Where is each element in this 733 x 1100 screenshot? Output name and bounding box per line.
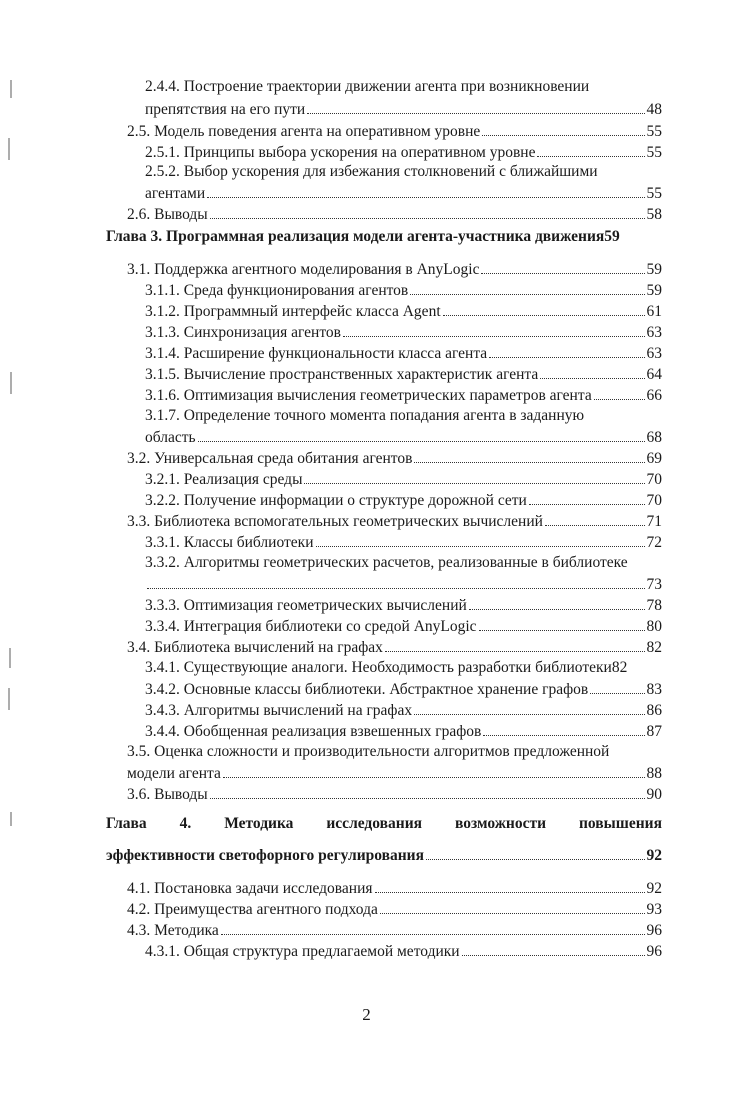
page-ref: 68: [646, 429, 662, 446]
page-ref: 55: [646, 123, 662, 140]
toc-entry-3-4-3: [145, 701, 662, 720]
dot-leader: [545, 512, 645, 526]
dot-leader: [594, 386, 645, 400]
dot-leader: [479, 617, 645, 631]
toc-entry-title: 3.2.1. Реализация среды: [145, 471, 303, 488]
toc-entry-title: 3.1.1. Среда функционирования агентов: [145, 282, 409, 299]
dot-leader: [223, 764, 645, 778]
toc-entry-3-3-4: [145, 617, 662, 636]
chapter-word: Глава: [106, 815, 147, 832]
toc-entry-3-2-1: [145, 470, 662, 489]
scan-artifact: [10, 372, 12, 394]
page-ref: 96: [646, 922, 662, 939]
toc-entry-3-3-2: 3.3.2. Алгоритмы геометрических расчетов, реализованные в библиотеке: [145, 554, 628, 571]
dot-leader: [210, 785, 645, 799]
toc-entry-4-3-1: [145, 942, 662, 961]
toc-entry-title: 3.4.1. Существующие аналоги. Необходимость разработки библиотеки: [145, 659, 612, 676]
dot-leader: [221, 921, 645, 935]
page-ref: 96: [646, 943, 662, 960]
toc-entry-title: 3.3.4. Интеграция библиотеки со средой AnyLogic: [145, 618, 477, 635]
toc-entry-3-6: [127, 785, 662, 804]
dot-leader: [414, 701, 644, 715]
page-ref: 48: [646, 101, 662, 118]
toc-entry-title: 3.1.5. Вычисление пространственных характеристик агента: [145, 366, 539, 383]
dot-leader: [385, 638, 645, 652]
dot-leader: [537, 143, 644, 157]
page-ref: 59: [646, 261, 662, 278]
dot-leader: [540, 365, 644, 379]
page-ref: 78: [646, 597, 662, 614]
toc-entry-continuation: препятствия на его пути: [145, 101, 306, 118]
toc-entry-3-3: [127, 512, 662, 531]
page-ref: 87: [646, 723, 662, 740]
page-ref: 80: [646, 618, 662, 635]
page-ref: 92: [646, 880, 662, 897]
page-ref: 59: [646, 282, 662, 299]
toc-entry-3-1-5: [145, 365, 662, 384]
toc-entry-4-2: [127, 900, 662, 919]
toc-entry-3-5-leader: [127, 764, 662, 783]
toc-entry-2-5: [127, 122, 662, 141]
toc-entry-2-6: [127, 205, 662, 224]
toc-entry-3-1-7: 3.1.7. Определение точного момента попадания агента в заданную: [145, 407, 585, 424]
toc-entry-3-1: [127, 260, 662, 279]
toc-entry-title: 3.6. Выводы: [127, 786, 208, 803]
chapter-title-continuation: эффективности светофорного регулирования: [106, 847, 424, 864]
scan-artifact: [10, 80, 12, 98]
toc-entry-3-4-4: [145, 722, 662, 741]
toc-entry-continuation: область: [145, 429, 196, 446]
page-ref: 71: [646, 513, 662, 530]
toc-entry-title: 3.1. Поддержка агентного моделирования в AnyLogic: [127, 261, 480, 278]
toc-entry-title: 3.1.3. Синхронизация агентов: [145, 324, 341, 341]
toc-entry-title: 3.1.4. Расширение функциональности класса агента: [145, 345, 488, 362]
toc-entry-continuation: агентами: [145, 185, 206, 202]
toc-entry-3-3-3: [145, 596, 662, 615]
toc-entry-2-5-2: 2.5.2. Выбор ускорения для избежания столкновений с ближайшими: [145, 163, 598, 180]
page-ref: 86: [646, 702, 662, 719]
dot-leader: [483, 722, 644, 736]
dot-leader: [482, 122, 644, 136]
page-ref: 64: [646, 366, 662, 383]
toc-entry-title: 2.6. Выводы: [127, 206, 208, 223]
toc-entry-2-5-2-leader: [145, 184, 662, 203]
dot-leader: [304, 470, 644, 484]
toc-entry-title: 2.5.1. Принципы выбора ускорения на оперативном уровне: [145, 144, 536, 161]
scan-artifact: [8, 138, 10, 160]
dot-leader: [529, 491, 645, 505]
toc-entry-2-4-4: 2.4.4. Построение траектории движении агента при возникновении: [145, 78, 590, 95]
scan-artifact: [9, 648, 11, 668]
toc-entry-3-4-1: [145, 659, 662, 677]
chapter-word: возможности: [454, 815, 547, 832]
page-ref: 55: [646, 144, 662, 161]
dot-leader: [426, 846, 645, 860]
toc-entry-3-1-4: [145, 344, 662, 363]
toc-entry-title: 4.1. Постановка задачи исследования: [127, 880, 373, 897]
page-ref: 92: [646, 847, 662, 864]
toc-entry-2-4-4-leader: [145, 100, 662, 119]
toc-entry-3-1-1: [145, 281, 662, 300]
dot-leader: [210, 205, 645, 219]
dot-leader: [410, 281, 644, 295]
page-ref: 66: [646, 387, 662, 404]
toc-entry-title: 3.3.1. Классы библиотеки: [145, 534, 314, 551]
page-ref: 70: [646, 492, 662, 509]
dot-leader: [375, 879, 645, 893]
page-ref: 82: [646, 639, 662, 656]
toc-entry-title: 4.3.1. Общая структура предлагаемой методики: [145, 943, 460, 960]
dot-leader: [481, 260, 644, 274]
toc-entry-title: 4.2. Преимущества агентного подхода: [127, 901, 378, 918]
page-ref: 88: [646, 765, 662, 782]
dot-leader: [380, 900, 645, 914]
toc-entry-3-4: [127, 638, 662, 657]
chapter-word: повышения: [578, 815, 662, 832]
chapter-word: 4.: [179, 815, 192, 832]
dot-leader: [316, 533, 645, 547]
page-ref: 82: [611, 659, 628, 676]
dot-leader: [469, 596, 645, 610]
chapter-word: исследования: [326, 815, 423, 832]
toc-entry-title: 4.3. Методика: [127, 922, 219, 939]
dot-leader: [489, 344, 644, 358]
page-ref: 70: [646, 471, 662, 488]
toc-entry-title: 3.1.2. Программный интерфейс класса Agent: [145, 303, 441, 320]
dot-leader: [147, 575, 645, 589]
chapter-word: Методика: [224, 815, 294, 832]
dot-leader: [414, 449, 644, 463]
page-ref: 69: [646, 450, 662, 467]
toc-entry-3-1-6: [145, 386, 662, 405]
page-ref: 73: [646, 576, 662, 593]
page-ref: 58: [646, 206, 662, 223]
toc-entry-title: 2.5. Модель поведения агента на оперативном уровне: [127, 123, 481, 140]
dot-leader: [343, 323, 645, 337]
page-number: 2: [362, 1005, 371, 1024]
dot-leader: [462, 942, 645, 956]
dot-leader: [198, 428, 645, 442]
toc-chapter-4: [106, 815, 662, 833]
toc-entry-3-1-3: [145, 323, 662, 342]
toc-entry-4-3: [127, 921, 662, 940]
dot-leader: [443, 302, 645, 316]
toc-entry-title: 3.4.3. Алгоритмы вычислений на графах: [145, 702, 413, 719]
toc-entry-title: 3.4.4. Обобщенная реализация взвешенных графов: [145, 723, 482, 740]
toc-entry-title: 3.1.6. Оптимизация вычисления геометрических параметров агента: [145, 387, 592, 404]
page-ref: 90: [646, 786, 662, 803]
toc-entry-3-1-2: [145, 302, 662, 321]
page-ref: 63: [646, 345, 662, 362]
toc-chapter-3: [106, 228, 620, 246]
page-ref: 63: [646, 324, 662, 341]
toc-entry-3-2: [127, 449, 662, 468]
toc-entry-3-1-7-leader: [145, 428, 662, 447]
page-ref: 61: [646, 303, 662, 320]
chapter-title: Глава 3. Программная реализация модели агента-участника движения: [106, 228, 605, 245]
toc-entry-4-1: [127, 879, 662, 898]
toc-entry-title: 3.3. Библиотека вспомогательных геометрических вычислений: [127, 513, 543, 530]
toc-chapter-4-leader: [106, 846, 662, 865]
page-ref: 93: [646, 901, 662, 918]
toc-entry-title: 3.3.3. Оптимизация геометрических вычислений: [145, 597, 467, 614]
scan-artifact: [10, 812, 12, 826]
toc-entry-3-2-2: [145, 491, 662, 510]
scan-artifact: [8, 688, 10, 710]
page-ref: 59: [604, 228, 620, 245]
toc-entry-3-3-1: [145, 533, 662, 552]
toc-entry-title: 3.2.2. Получение информации о структуре дорожной сети: [145, 492, 527, 509]
dot-leader: [207, 184, 644, 198]
toc-entry-2-5-1: [145, 143, 662, 162]
dot-leader: [307, 100, 644, 114]
toc-entry-3-5: 3.5. Оценка сложности и производительности алгоритмов предложенной: [127, 743, 610, 760]
toc-entry-title: 3.4. Библиотека вычислений на графах: [127, 639, 383, 656]
toc-entry-continuation: модели агента: [127, 765, 221, 782]
toc-entry-title: 3.4.2. Основные классы библиотеки. Абстрактное хранение графов: [145, 681, 589, 698]
toc-entry-3-4-2: [145, 680, 662, 699]
page-ref: 83: [646, 681, 662, 698]
dot-leader: [590, 680, 644, 694]
toc-entry-3-3-2-leader: [145, 575, 662, 594]
page-ref: 72: [646, 534, 662, 551]
toc-entry-title: 3.2. Универсальная среда обитания агентов: [127, 450, 413, 467]
page-ref: 55: [646, 185, 662, 202]
